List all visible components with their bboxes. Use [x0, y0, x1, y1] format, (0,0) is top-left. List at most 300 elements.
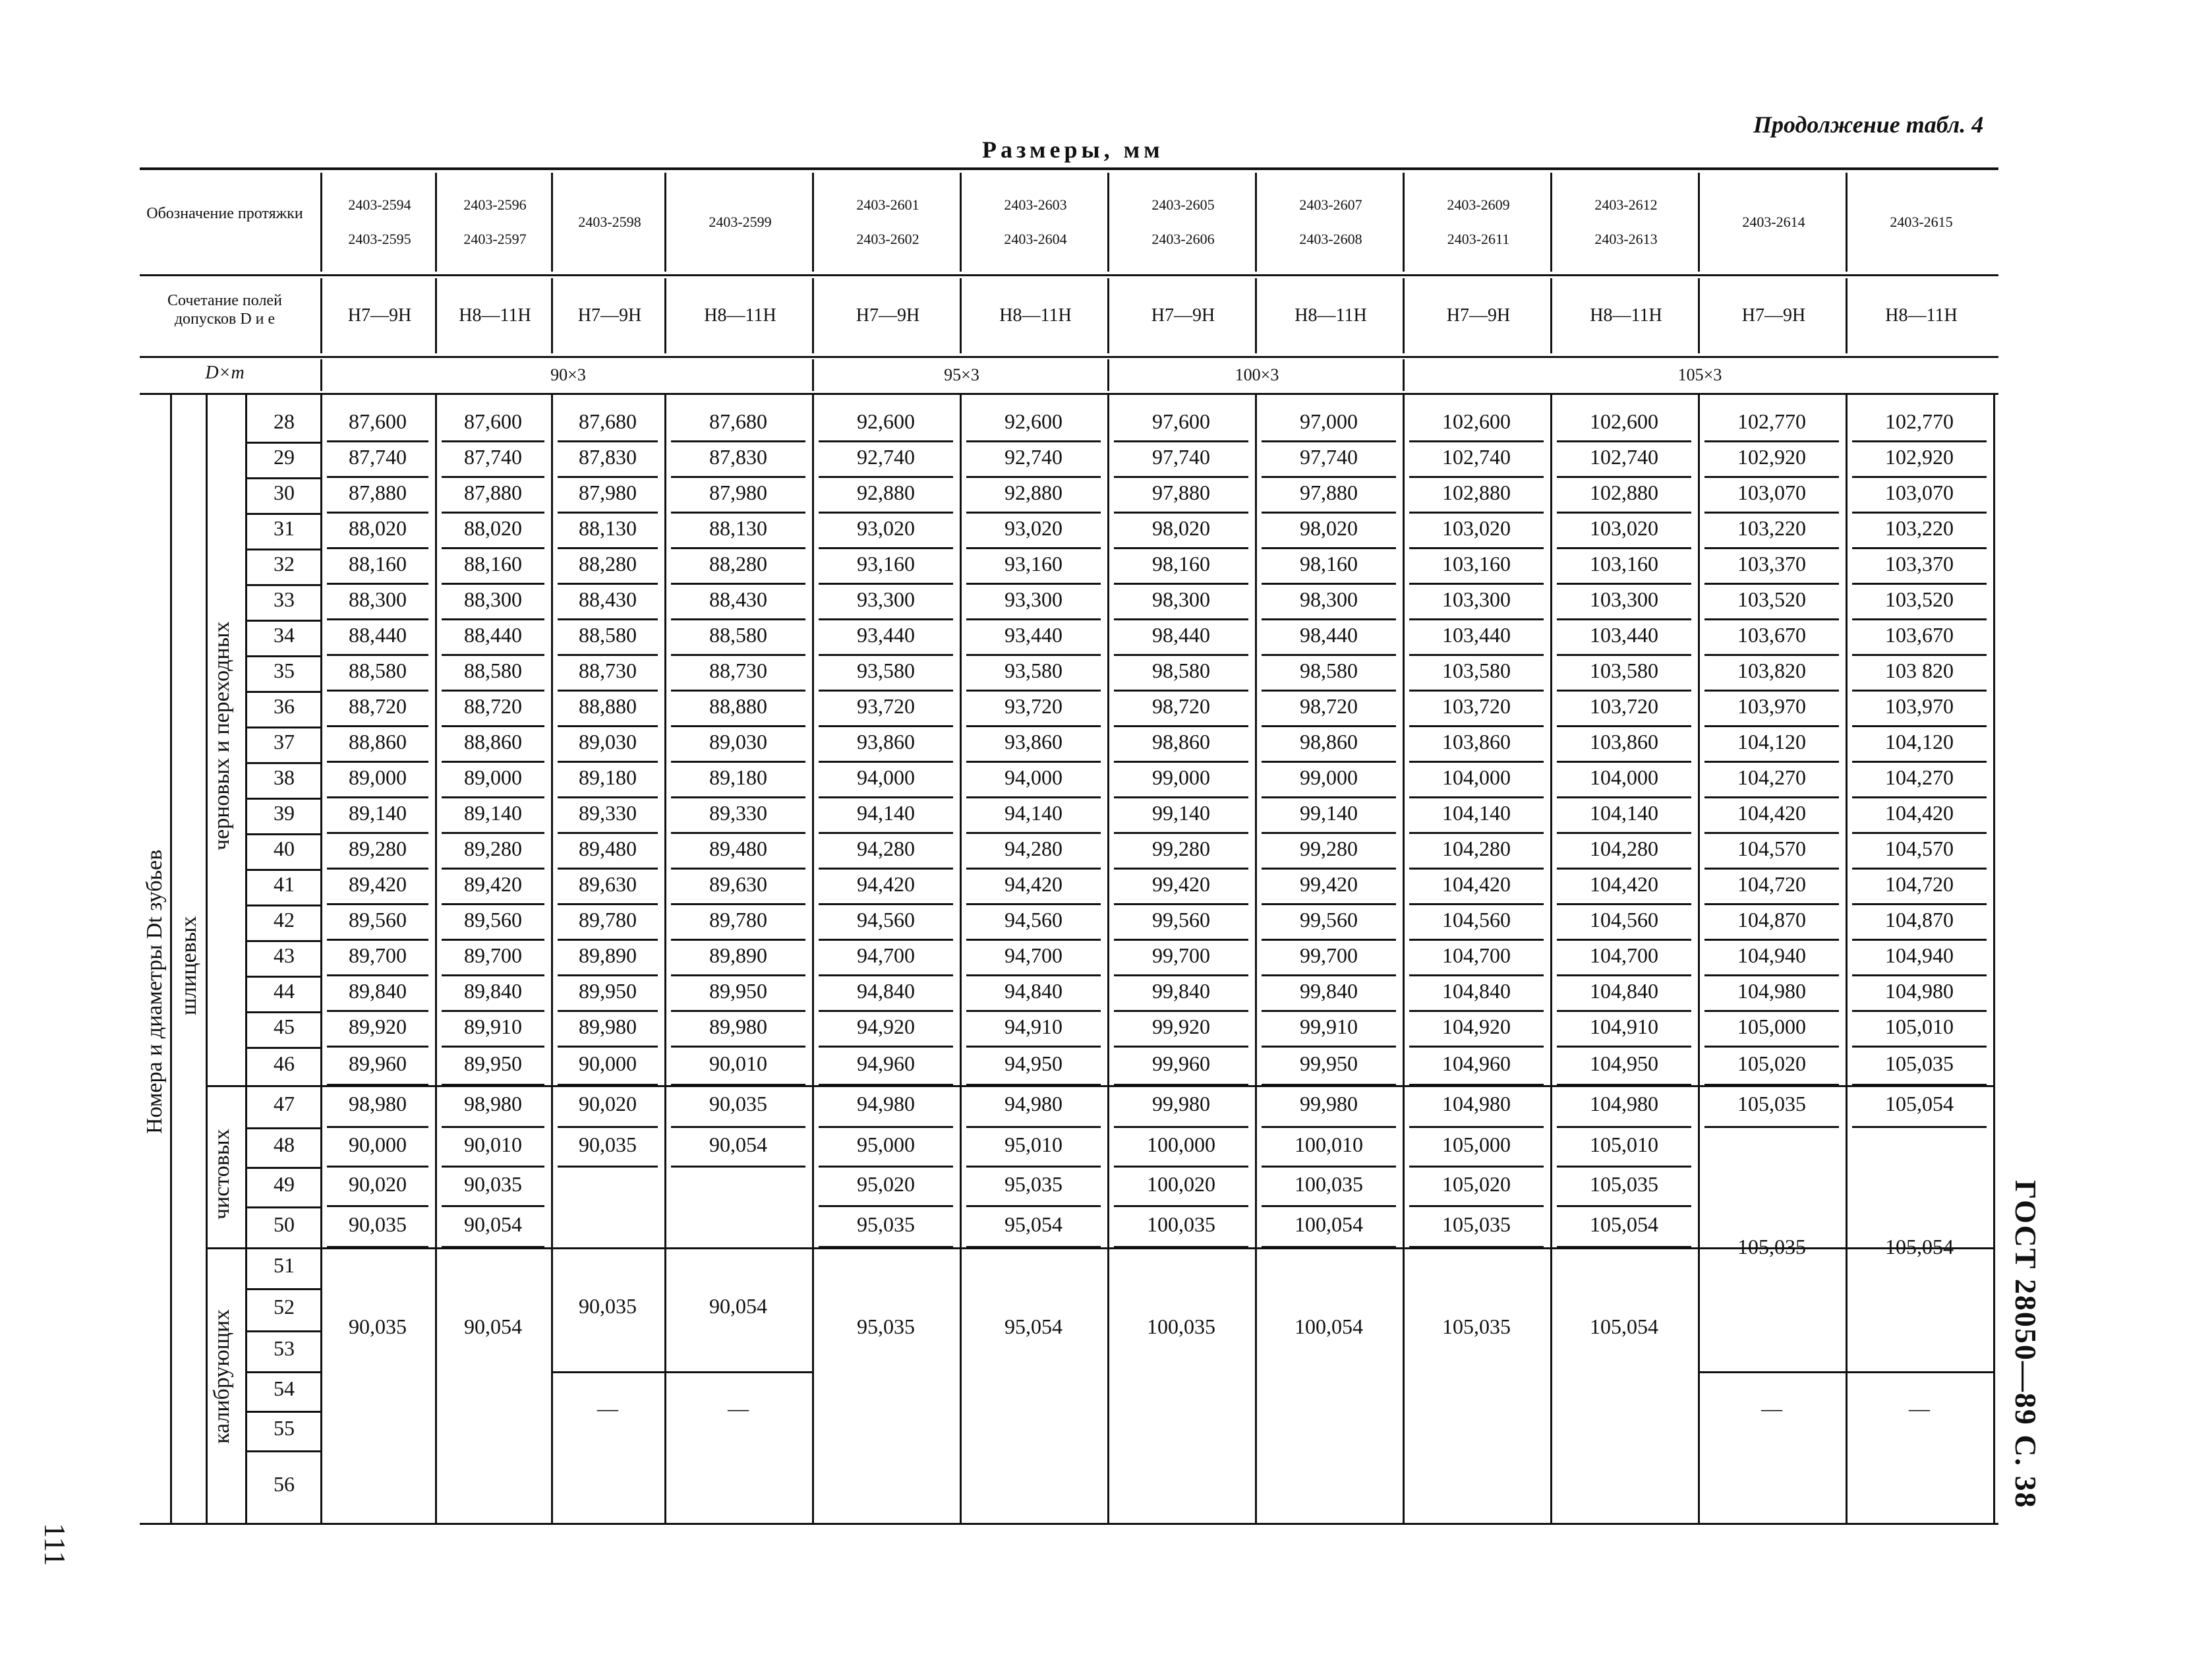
- table-cell: 89,480: [709, 837, 767, 860]
- table-cell: 104,280: [1590, 837, 1658, 860]
- column-code: 2403-2596: [463, 196, 527, 213]
- table-cell: 87,880: [349, 481, 407, 504]
- table-cell: 98,300: [1152, 587, 1210, 611]
- grid-hline: [245, 1127, 320, 1129]
- table-cell: 105,035: [1885, 1052, 1954, 1075]
- grid-hline: [1852, 903, 1987, 905]
- table-cell: 104,270: [1885, 765, 1954, 789]
- table-cell: 103,720: [1442, 694, 1511, 718]
- grid-hline: [1114, 725, 1248, 727]
- grid-hline: [819, 547, 953, 549]
- grid-hline: [1262, 974, 1396, 976]
- grid-hline: [1852, 761, 1987, 763]
- row-number: 49: [274, 1172, 295, 1196]
- grid-hline: [1852, 1010, 1987, 1012]
- grid-hline: [1852, 796, 1987, 798]
- grid-hline: [442, 547, 544, 549]
- table-cell: 89,420: [464, 872, 522, 896]
- row-number: 28: [274, 409, 295, 433]
- grid-hline: [671, 832, 805, 834]
- table-cell: 94,700: [857, 943, 915, 967]
- grid-hline: [1704, 1010, 1839, 1012]
- table-cell: 102,740: [1590, 445, 1658, 469]
- grid-hline: [1409, 796, 1544, 798]
- table-cell: 103,370: [1885, 552, 1954, 576]
- column-code: 2403-2603: [1004, 196, 1067, 213]
- table-cell: 89,000: [464, 765, 522, 789]
- row-number: 31: [274, 516, 295, 540]
- column-code: 2403-2607: [1299, 196, 1362, 213]
- grid-hline: [1704, 654, 1839, 656]
- table-cell: 89,920: [349, 1015, 407, 1038]
- grid-hline: [966, 654, 1101, 656]
- table-cell: 90,000: [579, 1052, 637, 1075]
- grid-hline: [671, 974, 805, 976]
- grid-hline: [245, 442, 320, 444]
- table-cell: 102,880: [1442, 481, 1511, 504]
- table-cell: 104,000: [1442, 765, 1511, 789]
- grid-hline: [1262, 547, 1396, 549]
- table-cell: 104,980: [1442, 1092, 1511, 1115]
- grid-hline: [245, 548, 320, 550]
- merged-cell: 90,035: [579, 1294, 637, 1318]
- grid-hline: [819, 1046, 953, 1048]
- grid-hline: [327, 440, 428, 442]
- row-number: 35: [274, 659, 295, 682]
- grid-hline: [245, 1011, 320, 1013]
- table-cell: 89,480: [579, 837, 637, 860]
- table-cell: 98,860: [1152, 730, 1210, 754]
- table-cell: 103,670: [1885, 623, 1954, 647]
- table-cell: 104,870: [1885, 908, 1954, 932]
- column-code-header: [1403, 173, 1552, 272]
- grid-hline: [442, 618, 544, 620]
- table-cell: 104,420: [1442, 872, 1511, 896]
- table-cell: 93,440: [1004, 623, 1062, 647]
- grid-hline: [1557, 1010, 1691, 1012]
- column-tolerance: H8—11H: [1550, 278, 1700, 353]
- grid-hline: [245, 798, 320, 800]
- grid-hline: [1114, 1046, 1248, 1048]
- table-cell: 104,280: [1442, 837, 1511, 860]
- table-cell: 89,950: [464, 1052, 522, 1075]
- table-cell: 93,160: [1004, 552, 1062, 576]
- table-cell: 88,440: [464, 623, 522, 647]
- grid-hline: [1704, 690, 1839, 692]
- table-cell: 103,020: [1442, 516, 1511, 540]
- table-cell: 103,300: [1590, 587, 1658, 611]
- table-cell: 94,560: [857, 908, 915, 932]
- table-cell: 93,020: [857, 516, 915, 540]
- grid-hline: [327, 1166, 428, 1168]
- grid-hline: [1262, 761, 1396, 763]
- table-cell: 103,860: [1590, 730, 1658, 754]
- row-number: 48: [274, 1133, 295, 1156]
- table-cell: 90,010: [464, 1133, 522, 1156]
- table-cell: 104,120: [1737, 730, 1806, 754]
- grid-hline: [671, 690, 805, 692]
- grid-hline: [245, 976, 320, 978]
- table-cell: 89,950: [579, 979, 637, 1003]
- grid-hline: [558, 440, 658, 442]
- row-number: 44: [274, 979, 295, 1003]
- grid-hline: [966, 903, 1101, 905]
- grid-hline: [245, 1371, 320, 1373]
- column-code: 2403-2606: [1151, 231, 1215, 247]
- column-code: 2403-2594: [348, 196, 411, 213]
- column-tolerance: H7—9H: [1698, 278, 1848, 353]
- table-cell: 95,054: [1004, 1212, 1062, 1236]
- tolerance-header: Сочетание полей допусков D и e: [167, 292, 282, 328]
- grid-hline: [671, 1166, 805, 1168]
- grid-hline: [671, 1046, 805, 1048]
- column-code-header: [812, 173, 962, 272]
- table-cell: 97,740: [1300, 445, 1358, 469]
- table-cell: 99,560: [1300, 908, 1358, 932]
- grid-hline: [1852, 939, 1987, 941]
- table-cell: 103,860: [1442, 730, 1511, 754]
- merged-cell: 105,035: [1442, 1315, 1511, 1338]
- table-cell: 90,054: [464, 1212, 522, 1236]
- table-cell: 93,580: [1004, 659, 1062, 682]
- column-code-header: [960, 173, 1109, 272]
- table-cell: 98,020: [1152, 516, 1210, 540]
- table-cell: 88,300: [464, 587, 522, 611]
- grid-hline: [671, 1126, 805, 1128]
- table-cell: 88,300: [349, 587, 407, 611]
- grid-hline: [1852, 512, 1987, 514]
- dash-cell: —: [1761, 1396, 1782, 1420]
- table-cell: 93,160: [857, 552, 915, 576]
- grid-hline: [1704, 618, 1839, 620]
- grid-hline: [671, 583, 805, 585]
- grid-hline: [1557, 654, 1691, 656]
- table-cell: 104,420: [1885, 801, 1954, 825]
- table-cell: 95,035: [1004, 1172, 1062, 1196]
- table-cell: 94,840: [857, 979, 915, 1003]
- grid-hline: [1262, 1166, 1396, 1168]
- grid-hline: [327, 654, 428, 656]
- table-cell: 88,280: [709, 552, 767, 576]
- grid-hline: [442, 476, 544, 478]
- grid-hline: [558, 1126, 658, 1128]
- column-code: 2403-2611: [1447, 231, 1510, 247]
- grid-hline: [327, 868, 428, 870]
- row-number: 51: [274, 1253, 295, 1277]
- table-cell: 89,330: [579, 801, 637, 825]
- table-cell: 105,020: [1737, 1052, 1806, 1075]
- dash-cell: —: [597, 1396, 618, 1420]
- grid-hline: [1262, 725, 1396, 727]
- table-cell: 89,910: [464, 1015, 522, 1038]
- table-cell: 98,720: [1300, 694, 1358, 718]
- grid-hline: [245, 833, 320, 835]
- grid-hline: [1409, 1010, 1544, 1012]
- grid-hline: [558, 1046, 658, 1048]
- grid-hline: [1114, 832, 1248, 834]
- grid-hline: [1262, 1205, 1396, 1207]
- grid-hline: [966, 547, 1101, 549]
- table-cell: 105,010: [1590, 1133, 1658, 1156]
- table-cell: 105,000: [1442, 1133, 1511, 1156]
- grid-hline: [819, 974, 953, 976]
- table-cell: 89,420: [349, 872, 407, 896]
- grid-hline: [819, 440, 953, 442]
- grid-hline: [1114, 476, 1248, 478]
- merged-cell: 90,054: [464, 1315, 522, 1338]
- table-cell: 103,820: [1737, 659, 1806, 682]
- grid-hline: [966, 832, 1101, 834]
- dm-header: D×m: [205, 363, 245, 383]
- grid-hline: [1852, 974, 1987, 976]
- table-cell: 90,020: [579, 1092, 637, 1115]
- grid-hline: [1852, 618, 1987, 620]
- table-cell: 87,600: [464, 409, 522, 433]
- grid-hline: [558, 796, 658, 798]
- table-cell: 89,000: [349, 765, 407, 789]
- grid-hline: [1409, 761, 1544, 763]
- table-cell: 94,420: [857, 872, 915, 896]
- grid-hline: [558, 512, 658, 514]
- grid-hline: [1557, 690, 1691, 692]
- row-group-label: Номера и диаметры Dt зубьев: [142, 849, 167, 1134]
- table-cell: 105,000: [1737, 1015, 1806, 1038]
- grid-hline: [819, 832, 953, 834]
- grid-hline: [442, 1010, 544, 1012]
- table-cell: 89,030: [709, 730, 767, 754]
- grid-hline: [327, 476, 428, 478]
- column-tolerance: H8—11H: [664, 278, 814, 353]
- table-cell: 92,600: [857, 409, 915, 433]
- row-number: 52: [274, 1295, 295, 1319]
- grid-hline: [671, 903, 805, 905]
- grid-hline: [966, 725, 1101, 727]
- table-cell: 104,560: [1590, 908, 1658, 932]
- grid-hline: [558, 868, 658, 870]
- table-cell: 104,000: [1590, 765, 1658, 789]
- table-cell: 89,950: [709, 979, 767, 1003]
- table-cell: 103,160: [1590, 552, 1658, 576]
- grid-hline: [671, 654, 805, 656]
- grid-hline: [558, 547, 658, 549]
- dm-group: 105×3: [1403, 359, 1995, 391]
- row-number: 34: [274, 623, 295, 647]
- table-bottom-rule: [140, 1523, 1998, 1525]
- table-cell: 89,280: [349, 837, 407, 860]
- column-tolerance: H8—11H: [1846, 278, 1995, 353]
- grid-hline: [1704, 903, 1839, 905]
- grid-hline: [245, 513, 320, 515]
- table-cell: 105,035: [1737, 1092, 1806, 1115]
- table-cell: 89,180: [579, 765, 637, 789]
- grid-hline: [1114, 939, 1248, 941]
- table-cell: 99,000: [1152, 765, 1210, 789]
- table-cell: 94,920: [857, 1015, 915, 1038]
- table-cell: 94,000: [1004, 765, 1062, 789]
- row-number: 42: [274, 908, 295, 932]
- table-top-rule: [140, 167, 1998, 170]
- merged-cell: 105,054: [1885, 1235, 1954, 1259]
- grid-hline: [1557, 512, 1691, 514]
- table-cell: 104,700: [1590, 943, 1658, 967]
- grid-vline: [170, 393, 172, 1523]
- grid-hline: [1262, 512, 1396, 514]
- grid-hline: [1114, 903, 1248, 905]
- table-cell: 104,560: [1442, 908, 1511, 932]
- grid-hline: [1852, 690, 1987, 692]
- grid-hline: [1409, 868, 1544, 870]
- table-cell: 93,580: [857, 659, 915, 682]
- grid-hline: [1852, 725, 1987, 727]
- table-cell: 94,280: [857, 837, 915, 860]
- table-cell: 89,780: [709, 908, 767, 932]
- table-cell: 104,980: [1885, 979, 1954, 1003]
- row-number: 33: [274, 587, 295, 611]
- grid-hline: [442, 832, 544, 834]
- grid-hline: [819, 796, 953, 798]
- grid-hline: [442, 974, 544, 976]
- table-cell: 99,910: [1300, 1015, 1358, 1038]
- table-cell: 103,370: [1737, 552, 1806, 576]
- table-cell: 90,054: [709, 1133, 767, 1156]
- grid-hline: [558, 1010, 658, 1012]
- table-cell: 103,970: [1737, 694, 1806, 718]
- column-code: 2403-2599: [709, 214, 772, 230]
- grid-hline: [1852, 1046, 1987, 1048]
- merged-cell: 105,054: [1590, 1315, 1658, 1338]
- table-cell: 89,030: [579, 730, 637, 754]
- row-number: 45: [274, 1015, 295, 1038]
- column-code: 2403-2602: [856, 231, 919, 247]
- grid-hline: [1409, 654, 1544, 656]
- table-cell: 88,130: [579, 516, 637, 540]
- grid-hline: [1114, 796, 1248, 798]
- table-cell: 87,980: [709, 481, 767, 504]
- table-cell: 89,980: [579, 1015, 637, 1038]
- grid-hline: [966, 1046, 1101, 1048]
- grid-hline: [327, 583, 428, 585]
- merged-cell: 90,054: [709, 1294, 767, 1318]
- column-code: 2403-2612: [1594, 196, 1658, 213]
- grid-hline: [1557, 761, 1691, 763]
- grid-hline: [245, 726, 320, 728]
- grid-hline: [327, 1046, 428, 1048]
- grid-hline: [1557, 868, 1691, 870]
- designation-header: Обозначение протяжки: [146, 205, 303, 222]
- grid-hline: [327, 796, 428, 798]
- column-tolerance: H7—9H: [1403, 278, 1552, 353]
- grid-hline: [245, 869, 320, 871]
- grid-hline: [1557, 832, 1691, 834]
- table-cell: 103,020: [1590, 516, 1658, 540]
- grid-hline: [1114, 974, 1248, 976]
- table-cell: 88,430: [709, 587, 767, 611]
- row-number: 56: [274, 1472, 295, 1496]
- grid-hline: [1262, 939, 1396, 941]
- grid-hline: [1114, 440, 1248, 442]
- grid-vline: [245, 393, 247, 1523]
- grid-hline: [327, 903, 428, 905]
- table-cell: 105,054: [1590, 1212, 1658, 1236]
- grid-hline: [1704, 512, 1839, 514]
- table-cell: 89,630: [579, 872, 637, 896]
- table-cell: 98,440: [1152, 623, 1210, 647]
- grid-hline: [1262, 796, 1396, 798]
- grid-hline: [245, 1450, 320, 1452]
- grid-hline: [819, 512, 953, 514]
- grid-hline: [671, 796, 805, 798]
- table-cell: 95,020: [857, 1172, 915, 1196]
- table-cell: 100,010: [1295, 1133, 1363, 1156]
- table-cell: 104,420: [1737, 801, 1806, 825]
- section-finish: чистовых: [210, 1129, 234, 1220]
- column-tolerance: H8—11H: [960, 278, 1109, 353]
- grid-hline: [1409, 974, 1544, 976]
- grid-hline: [1557, 903, 1691, 905]
- table-cell: 93,860: [857, 730, 915, 754]
- table-cell: 89,180: [709, 765, 767, 789]
- table-cell: 87,600: [349, 409, 407, 433]
- table-cell: 98,580: [1152, 659, 1210, 682]
- grid-hline: [327, 690, 428, 692]
- table-cell: 90,035: [579, 1133, 637, 1156]
- table-cell: 87,980: [579, 481, 637, 504]
- grid-hline: [671, 725, 805, 727]
- table-cell: 104,720: [1737, 872, 1806, 896]
- table-cell: 103,580: [1590, 659, 1658, 682]
- column-tolerance: H7—9H: [1107, 278, 1257, 353]
- table-cell: 103,160: [1442, 552, 1511, 576]
- table-cell: 105,035: [1442, 1212, 1511, 1236]
- table-cell: 88,580: [709, 623, 767, 647]
- table-cell: 103,580: [1442, 659, 1511, 682]
- page-number: 111: [38, 1523, 72, 1566]
- table-cell: 94,840: [1004, 979, 1062, 1003]
- table-cell: 89,630: [709, 872, 767, 896]
- grid-hline: [671, 618, 805, 620]
- grid-hline: [1557, 547, 1691, 549]
- grid-hline: [1557, 1205, 1691, 1207]
- table-cell: 98,160: [1152, 552, 1210, 576]
- table-cell: 87,680: [709, 409, 767, 433]
- table-cell: 88,720: [349, 694, 407, 718]
- grid-hline: [1409, 690, 1544, 692]
- grid-hline: [966, 796, 1101, 798]
- table-cell: 93,020: [1004, 516, 1062, 540]
- table-cell: 99,000: [1300, 765, 1358, 789]
- table-cell: 93,440: [857, 623, 915, 647]
- table-cell: 97,880: [1300, 481, 1358, 504]
- column-tolerance: H8—11H: [1255, 278, 1405, 353]
- grid-hline: [819, 1166, 953, 1168]
- table-cell: 99,960: [1152, 1052, 1210, 1075]
- table-cell: 103,720: [1590, 694, 1658, 718]
- table-cell: 88,280: [579, 552, 637, 576]
- table-cell: 100,035: [1295, 1172, 1363, 1196]
- table-cell: 88,730: [579, 659, 637, 682]
- grid-hline: [1557, 583, 1691, 585]
- grid-hline: [1704, 1046, 1839, 1048]
- table-cell: 93,720: [857, 694, 915, 718]
- grid-hline: [558, 476, 658, 478]
- grid-hline: [819, 868, 953, 870]
- table-cell: 99,140: [1152, 801, 1210, 825]
- grid-hline: [819, 725, 953, 727]
- table-cell: 88,020: [349, 516, 407, 540]
- column-code: 2403-2613: [1594, 231, 1658, 247]
- table-cell: 89,890: [709, 943, 767, 967]
- grid-hline: [327, 725, 428, 727]
